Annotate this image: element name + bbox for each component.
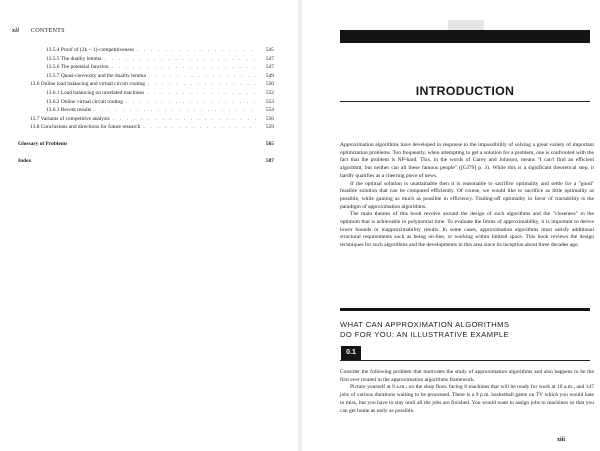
toc-entry-page: 545 (265, 47, 274, 53)
toc-leader-dots (147, 89, 257, 98)
toc-leader-dots (143, 123, 257, 132)
toc-leader-dots (112, 63, 257, 72)
section-top-rule (340, 308, 590, 311)
toc-entry-label: 13.5.6 The potential function (46, 64, 109, 71)
toc-entry-page: 554 (265, 107, 274, 114)
toc-entry-label: 13.7 Variants of competitive analysis (30, 115, 110, 122)
toc-entry-label: 13.6.3 Recent results (46, 107, 92, 114)
page-number: xii (12, 27, 20, 34)
paragraph: Consider the following problem that motivates the study of approximation algorithms and also happens to be the first ever treated in the approximation algorithms framework. (340, 369, 594, 383)
toc-entry-index[interactable] (18, 157, 274, 166)
paragraph: Approximation algorithms have developed in response to the impossibility of solving a great variety of important optimization problems. Too frequently, when attempting to get a solution for a problem, one is confronted with the fact that the problem is NP-hard. This, in the words of Garey and Johnson, means "I can't find an efficient algorithm, but neither can all these famous people" ([GJ79] p. 3). While this is a significant theoretical step, it hardly qualifies as a cheering piece of news. (340, 142, 594, 179)
section-number-badge: 0.1 (341, 346, 361, 360)
intro-text (340, 142, 594, 250)
toc-entry-label: 13.6 Online load balancing and virtual circuit routing (30, 81, 145, 88)
left-page (0, 0, 298, 451)
toc-entry-page: 547 (265, 64, 274, 71)
toc-entry-page: 565 (265, 140, 274, 147)
chapter-title-rule (340, 101, 590, 102)
toc-entry-page: 549 (265, 72, 274, 79)
section-title-line: DO FOR YOU: AN ILLUSTRATIVE EXAMPLE (340, 330, 510, 339)
page-number: xiii (557, 437, 566, 443)
toc-leader-dots (137, 46, 257, 55)
toc-entry[interactable] (18, 80, 274, 89)
toc-leader-dots (126, 98, 257, 107)
toc-leader-dots (148, 80, 257, 89)
toc-entry-page: 553 (265, 98, 274, 105)
toc-entry-label: 13.6.2 Online virtual circuit routing (46, 98, 123, 105)
toc-entry-label: 13.5.5 The duality lemma (46, 55, 102, 62)
chapter-header-bar (340, 30, 590, 43)
toc-entry[interactable] (18, 63, 274, 72)
section-text (340, 369, 594, 415)
toc-entry[interactable] (18, 123, 274, 132)
toc-entry-label: 13.6.1 Load balancing on unrelated machines (46, 89, 145, 96)
toc-entry[interactable] (18, 115, 274, 124)
chapter-title: INTRODUCTION (415, 84, 515, 98)
toc-entry-page: 556 (265, 115, 274, 122)
toc-entry[interactable] (18, 55, 274, 64)
toc-entry-label: 13.5.7 Quasi-convexity and the duality lemma (46, 72, 146, 79)
right-page (302, 0, 600, 451)
toc-entry-page: 559 (265, 124, 274, 131)
toc-entry[interactable] (18, 106, 274, 115)
toc-entry-label: Index (18, 157, 32, 164)
toc-entry-page: 547 (265, 55, 274, 62)
toc-entry-page: 550 (265, 81, 274, 88)
toc-leader-dots (149, 72, 257, 81)
toc-entry[interactable] (18, 46, 274, 55)
toc-entry-page: 587 (265, 157, 274, 164)
section-title (340, 320, 590, 340)
toc-entry-label: 13.5.4 Proof of (2k − 1)-competitiveness (46, 47, 134, 53)
paragraph: The main themes of this book revolve around the design of such algorithms and the "closeness" to the optimum that is achievable in polynomial time. To evaluate the limits of approximability, it is important to derive lower bounds or inapproximability results. In some cases, approximation algorithms must satisfy additional structural requirements such as being on-line, or working within limited space. This book reviews the design techniques for such algorithms and the developments in this area since its inception about three decades ago. (340, 211, 594, 249)
paragraph: Picture yourself at 9 a.m., on the shop floor, facing 8 machines that will be ready for work at 10 a.m., and 147 jobs of various durations waiting to be processed. There is a 9 p.m. basketball game on TV which you would hate to miss, but you have to stay until all the jobs are finished. You would want to assign jobs to machines so that you can get home as early as possible. (340, 384, 594, 414)
paragraph: If the optimal solution is unattainable then it is reasonable to sacrifice optimality and settle for a "good" feasible solution that can be computed efficiently. Of course, we would like to sacrifice as little optimality as possible, while gaining as much as possible in efficiency. Trading-off optimality in favor of tractability is the paradigm of approximation algorithms. (340, 180, 594, 210)
toc-entry-page: 552 (265, 89, 274, 96)
running-head-title: CONTENTS (30, 27, 65, 34)
toc-entry[interactable] (18, 98, 274, 107)
toc-leader-dots (104, 55, 257, 64)
toc-entry-label: 13.8 Conclusions and directions for future research (30, 124, 141, 131)
toc-leader-dots (113, 115, 257, 124)
section-bottom-rule (340, 360, 590, 361)
toc-entry-label: Glossary of Problems (18, 140, 68, 147)
toc-leader-dots (94, 106, 257, 115)
toc-entry-glossary[interactable] (18, 140, 274, 149)
section-title-line: WHAT CAN APPROXIMATION ALGORITHMS (340, 320, 510, 329)
toc-entry[interactable] (18, 72, 274, 81)
table-of-contents (18, 46, 274, 165)
toc-entry[interactable] (18, 89, 274, 98)
running-head (12, 27, 65, 34)
